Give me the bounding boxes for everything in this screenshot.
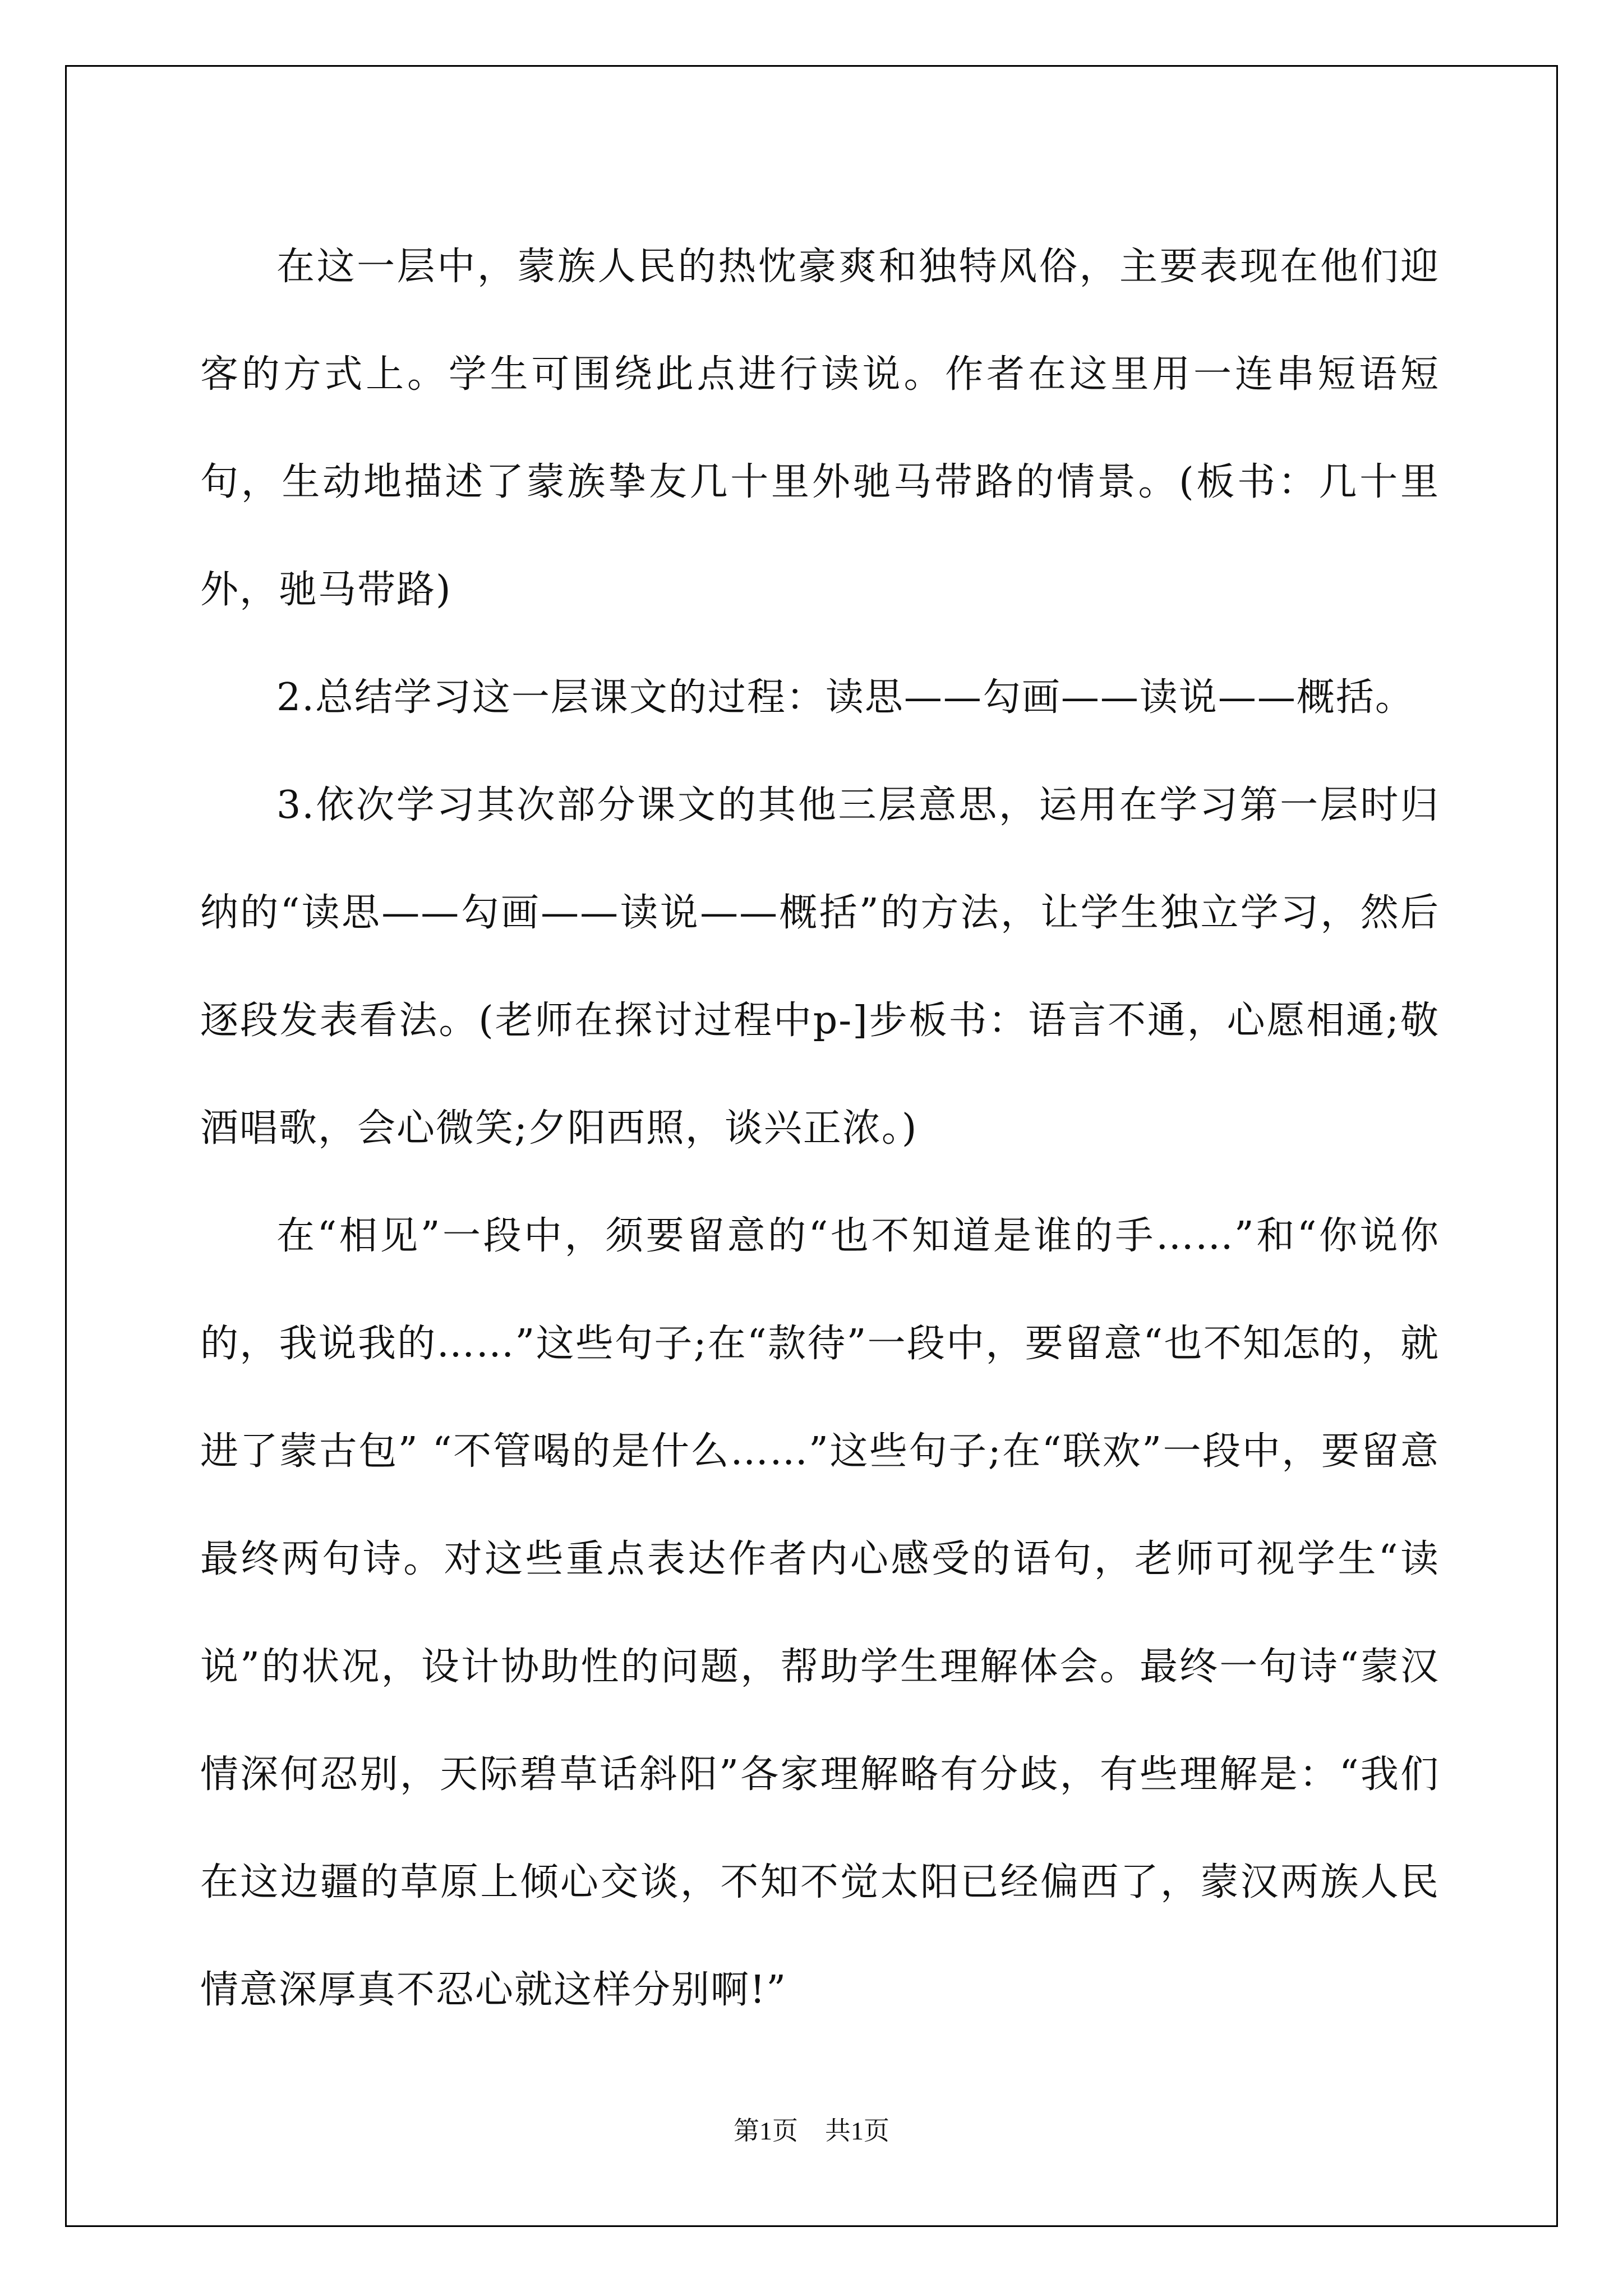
- page-total: 共1页: [825, 2116, 889, 2145]
- page-number: 第1页: [734, 2116, 798, 2145]
- paragraph-2: 2.总结学习这一层课文的过程：读思——勾画——读说——概括。: [276, 675, 1414, 720]
- paragraph-1: 在这一层中，蒙族人民的热忱豪爽和独特风俗，主要表现在他们迎客的方式上。学生可围绕此点进行读说。作者在这里用一连串短语短句，生动地描述了蒙族挚友几十里外驰马带路的情景。(板书：几十里外，驰马带路): [200, 245, 1440, 612]
- paragraph-3: 3.依次学习其次部分课文的其他三层意思，运用在学习第一层时归纳的“读思——勾画——读说——概括”的方法，让学生独立学习，然后逐段发表看法。(老师在探讨过程中p-]步板书：语言不通，心愿相通;敬酒唱歌，会心微笑;夕阳西照，谈兴正浓。): [200, 783, 1440, 1151]
- document-body: [200, 213, 1440, 2044]
- page-footer: [0, 2110, 1623, 2147]
- paragraph-4: 在“相见”一段中，须要留意的“也不知道是谁的手……”和“你说你的，我说我的……”这些句子;在“款待”一段中，要留意“也不知怎的，就进了蒙古包” “不管喝的是什么……”这些句子;在“联欢”一段中，要留意最终两句诗。对这些重点表达作者内心感受的语句，老师可视学生“读说”的状况，设计协助性的问题，帮助学生理解体会。最终一句诗“蒙汉情深何忍别，天际碧草话斜阳”各家理解略有分歧，有些理解是：“我们在这边疆的草原上倾心交谈，不知不觉太阳已经偏西了，蒙汉两族人民情意深厚真不忍心就这样分别啊!”: [200, 1214, 1440, 2012]
